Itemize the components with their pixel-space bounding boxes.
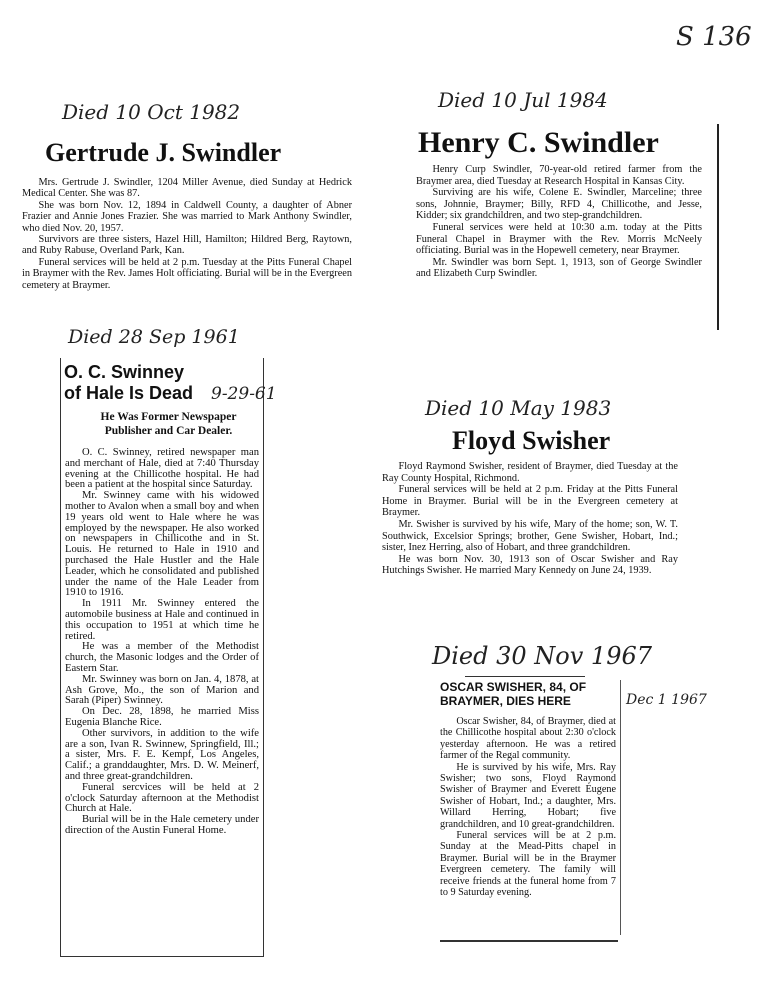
paragraph: Mrs. Gertrude J. Swindler, 1204 Miller Avenue, died Sunday at Hedrick Medical Center. She was 87. [22, 177, 352, 200]
obituary-henry-body [416, 164, 702, 280]
handwritten-death-date: Died 28 Sep 1961 [68, 326, 240, 348]
paragraph: Survivors are three sisters, Hazel Hill, Hamilton; Hildred Berg, Raytown, and Ruby Rabuse, Overland Park, Kan. [22, 234, 352, 257]
headline-line: of Hale Is Dead [64, 383, 194, 403]
newspaper-clipping-swinney [60, 358, 277, 957]
obituary-oscar-body [440, 716, 616, 899]
paragraph: Funeral services were held at 10:30 a.m. today at the Pitts Funeral Chapel in Braymer with the Rev. Morris McNeely officiating. Burial was in the Hopewell cemetery, near Braymer. [416, 221, 702, 257]
handwritten-date-note: Dec 1 1967 [626, 692, 707, 708]
paragraph: Funeral services will be at 2 p.m. Sunday at the Mead-Pitts chapel in Braymer. Burial will be in the Braymer Evergreen cemetery. The family will receive friends at the funeral home from 7 to 9 Saturday evening. [440, 830, 616, 899]
paragraph: Henry Curp Swindler, 70-year-old retired farmer from the Braymer area, died Tuesday at Research Hospital in Kansas City. [416, 164, 702, 187]
column-rule [620, 680, 621, 935]
divider [465, 676, 585, 677]
paragraph: Mr. Swindler was born Sept. 1, 1913, son of George Swindler and Elizabeth Curp Swindler. [416, 256, 702, 280]
column-rule [717, 124, 719, 330]
paragraph: In 1911 Mr. Swinney entered the automobile business at Hale and continued in this occupation to 1951 at which time he retired. [65, 598, 259, 642]
paragraph: Other survivors, in addition to the wife are a son, Ivan R. Swinnew, Springfield, Ill.; a sister, Mrs. F. E. Kempf, Los Angeles, Calif.; a granddaughter, Mrs. D. W. Meinerf, and three great-grandchildren. [65, 727, 259, 782]
page-reference-note: S 136 [676, 22, 752, 52]
paragraph: Oscar Swisher, 84, of Braymer, died at the Chillicothe hospital about 2:30 o'clock yesterday afternoon. He was a retired farmer of the Regal community. [440, 716, 616, 762]
paragraph: Funeral sercvices will be held at 2 o'clock Saturday afternoon at the Methodist Church at Hale. [65, 781, 259, 815]
headline-line: O. C. Swinney [64, 362, 185, 382]
paragraph: O. C. Swinney, retired newspaper man and merchant of Hale, died at 7:40 Thursday evening at the Chillicothe hospital. He had been a patient at the hospital since Saturday. [65, 447, 259, 491]
paragraph: She was born Nov. 12, 1894 in Caldwell County, a daughter of Abner Frazier and Annie Jones Frazier. She was married to Mark Anthony Swindler, who died Nov. 20, 1957. [22, 199, 352, 234]
handwritten-death-date: Died 10 Jul 1984 [438, 88, 608, 112]
obituary-headline: Gertrude J. Swindler [45, 138, 282, 167]
paragraph: Burial will be in the Hale cemetery under direction of the Austin Funeral Home. [65, 814, 259, 836]
obituary-headline: Floyd Swisher [452, 426, 611, 455]
paragraph: Funeral services will be held at 2 p.m. Friday at the Pitts Funeral Home in Braymer. Burial will be in the Evergreen cemetery at Braymer. [382, 484, 678, 519]
handwritten-death-date: Died 10 Oct 1982 [62, 100, 241, 124]
paragraph: He is survived by his wife, Mrs. Ray Swisher; two sons, Floyd Raymond Swisher of Braymer and Everett Eugene Swisher of Hobart, Ind.; a daughter, Mrs. Willard Herring, Hobart; five grandchildren, and 10 great-grandchildren. [440, 761, 616, 830]
obituary-headline [64, 362, 193, 404]
paragraph: He was born Nov. 30, 1913 son of Oscar Swisher and Ray Hutchings Swisher. He married Mary Kennedy on June 24, 1939. [382, 553, 678, 577]
handwritten-date-note: 9-29-61 [211, 384, 277, 404]
obituary-gertrude-body [22, 177, 352, 291]
paragraph: He was a member of the Methodist church, the Masonic lodges and the Order of Eastern Star. [65, 641, 259, 674]
paragraph: Mr. Swisher is survived by his wife, Mary of the home; son, W. T. Southwick, Excelsior Springs; brother, Gene Swisher, Hobart, Ind.; sister, Inez Herring, also of Hobart, and three grandchildren. [382, 518, 678, 554]
obituary-swinney-body [65, 448, 259, 837]
paragraph: Funeral services will be held at 2 p.m. Tuesday at the Pitts Funeral Chapel in Braymer with the Rev. James Holt officiating. Burial will be in the Evergreen cemetery at Braymer. [22, 256, 352, 291]
handwritten-death-date: Died 30 Nov 1967 [432, 642, 652, 670]
paragraph: On Dec. 28, 1898, he married Miss Eugenia Blanche Rice. [65, 706, 259, 728]
obituary-subhead: He Was Former Newspaper Publisher and Car Dealer. [100, 411, 237, 437]
handwritten-death-date: Died 10 May 1983 [425, 396, 612, 420]
paragraph: Mr. Swinney was born on Jan. 4, 1878, at Ash Grove, Mo., the son of Marion and Sarah (Piper) Swinney. [65, 673, 259, 707]
paragraph: Floyd Raymond Swisher, resident of Braymer, died Tuesday at the Ray County Hospital, Richmond. [382, 461, 678, 484]
paragraph: Mr. Swinney came with his widowed mother to Avalon when a small boy and when 19 years old went to Hale where he was employed by the newspaper. He also worked on newspapers in Chillicothe and in St. Louis. He returned to Hale in 1910 and purchased the Hale Hustler and the Hale Leader, which he consolidated and published under the name of the Hale Leader from 1910 to 1916. [65, 490, 259, 599]
obituary-floyd-body [382, 461, 678, 577]
divider [440, 940, 618, 942]
obituary-headline: OSCAR SWISHER, 84, OF BRAYMER, DIES HERE [440, 680, 587, 708]
paragraph: Surviving are his wife, Colene E. Swindler, Marceline; three sons, Johnnie, Braymer; Billy, RFD 4, Chillicothe, and Jesse, Kidder; six grandchildren, and two step-grandchildren. [416, 187, 702, 222]
obituary-headline: Henry C. Swindler [418, 126, 659, 159]
